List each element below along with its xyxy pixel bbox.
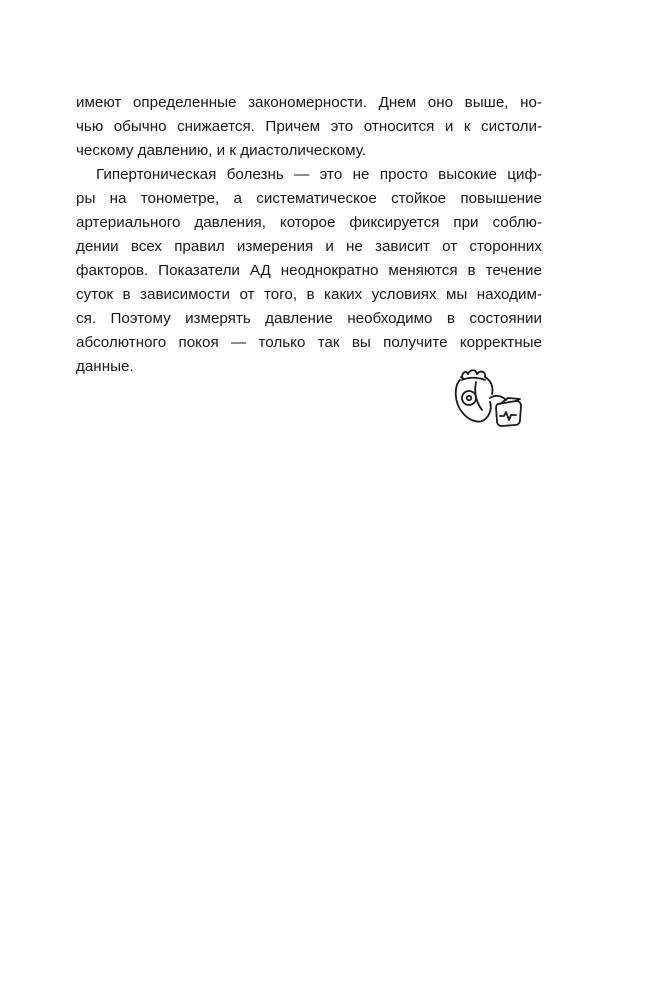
paragraph-line: ческому давлению, и к диастолическому. [76,142,366,159]
heart-with-tonometer-icon [452,368,524,434]
paragraph-line: Гипертоническая болезнь — это не просто высокие циф- [96,166,542,183]
paragraph-line: ры на тонометре, а систематическое стойкое повышение [76,190,542,207]
paragraph-line: дении всех правил измерения и не зависит от сторонних [76,238,542,255]
paragraph-line: суток в зависимости от того, в каких условиях мы находим- [76,286,542,303]
paragraph-2 [76,163,542,379]
paragraph-line: данные. [76,358,134,375]
paragraph-line: имеют определенные закономерности. Днем оно выше, но- [76,94,542,111]
paragraph-line: чью обычно снижается. Причем это относится и к систоли- [76,118,542,135]
paragraph-line: абсолютного покоя — только так вы получите корректные [76,334,542,351]
paragraph-1 [76,91,542,163]
paragraph-line: ся. Поэтому измерять давление необходимо в состоянии [76,310,542,327]
paragraph-line: факторов. Показатели АД неоднократно меняются в течение [76,262,542,279]
paragraph-line: артериального давления, которое фиксируется при соблю- [76,214,542,231]
